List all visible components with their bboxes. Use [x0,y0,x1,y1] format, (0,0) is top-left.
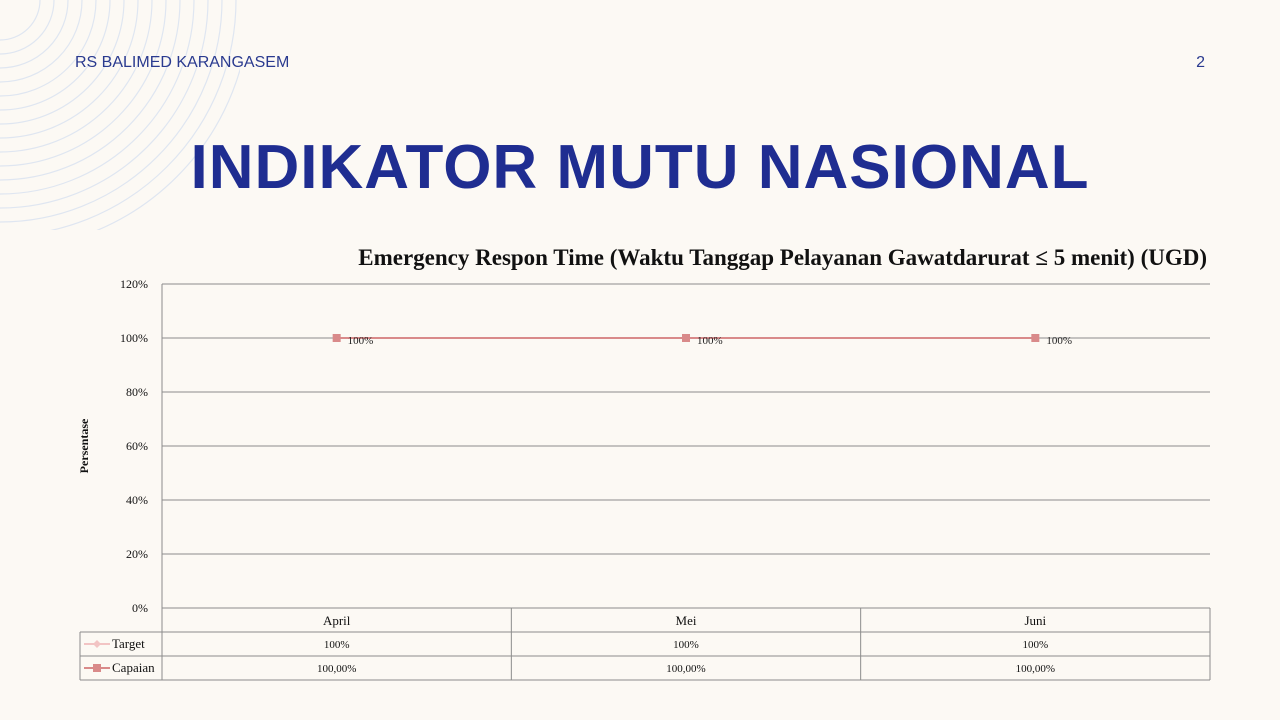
table-value: 100,00% [1015,663,1056,675]
data-point [1031,334,1039,342]
y-tick-label: 120% [120,277,148,291]
x-tick-label: April [322,613,351,628]
y-tick-label: 20% [126,547,148,561]
y-tick-label: 60% [126,439,148,453]
legend-marker [93,640,101,648]
table-value: 100% [673,639,699,651]
legend-entry: Capaian [112,660,155,675]
x-tick-label: Mei [675,613,697,628]
page-number: 2 [1196,54,1205,71]
y-tick-label: 40% [126,493,148,507]
data-point [682,334,690,342]
series-lines [333,334,1072,347]
table-value: 100% [323,639,350,651]
data-label: 100% [697,335,723,347]
y-tick-label: 80% [126,385,148,399]
table-value: 100,00% [316,663,357,675]
y-axis-ticks [120,277,148,615]
y-tick-label: 100% [120,331,148,345]
x-tick-label: Juni [1024,613,1047,628]
data-table [80,608,1210,680]
y-tick-label: 0% [132,601,148,615]
data-point [333,334,341,342]
y-axis-label: Persentase [77,418,91,474]
chart-title: Emergency Respon Time (Waktu Tanggap Pelayanan Gawatdarurat ≤ 5 menit) (UGD) [358,245,1207,270]
slide-title: INDIKATOR MUTU NASIONAL [190,133,1090,202]
data-label: 100% [1046,335,1073,347]
data-label: 100% [347,335,374,347]
legend-entry: Target [112,636,145,651]
grid-lines [162,284,1210,608]
organization-name: RS BALIMED KARANGASEM [75,54,290,71]
table-value: 100,00% [666,663,706,675]
table-value: 100% [1022,639,1049,651]
legend-marker [93,664,101,672]
